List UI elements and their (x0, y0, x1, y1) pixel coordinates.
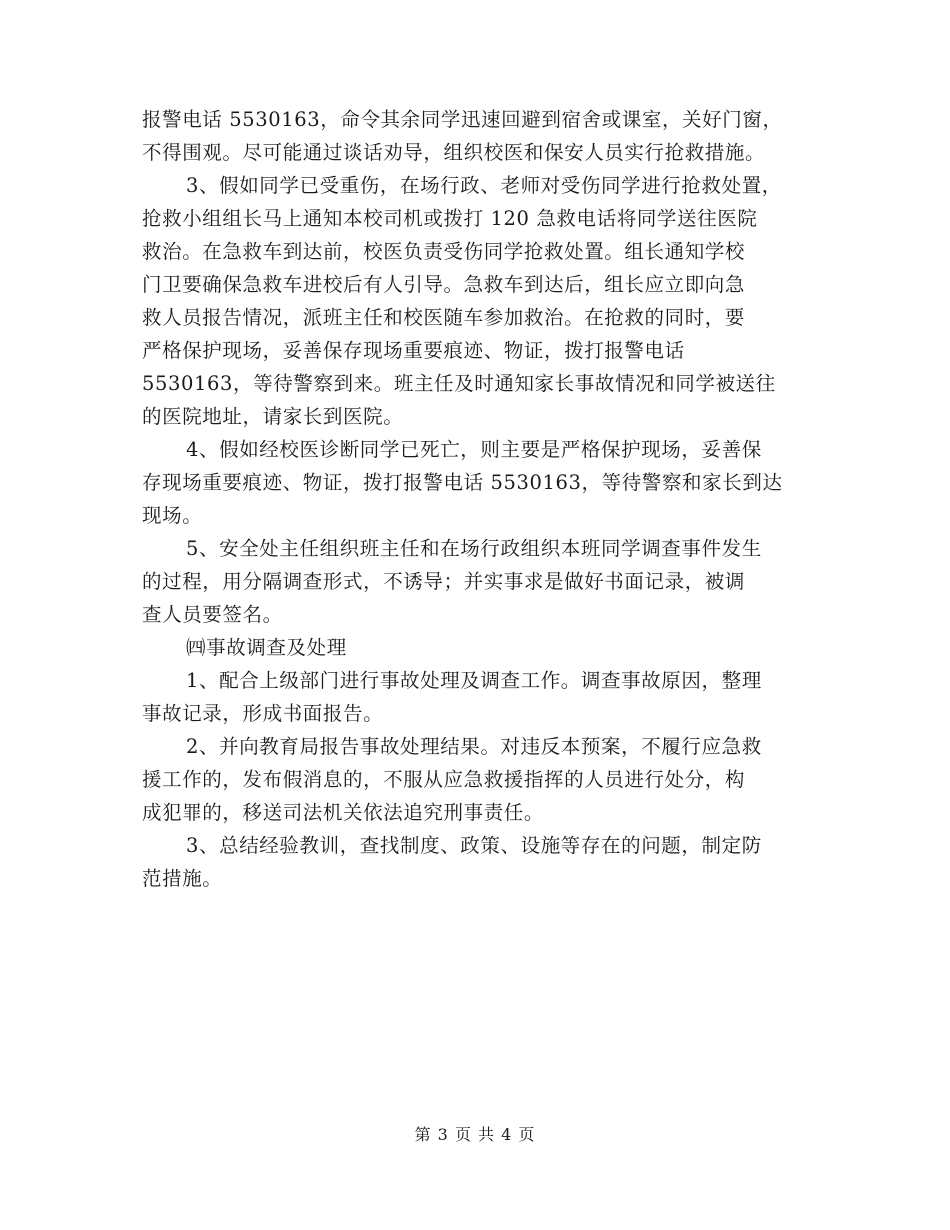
text-line: 事故记录，形成书面报告。 (142, 702, 384, 725)
text-line: 4、假如经校医诊断同学已死亡，则主要是严格保护现场，妥善保 (186, 438, 762, 461)
text-line: 5530163，等待警察到来。班主任及时通知家长事故情况和同学被送往 (142, 372, 776, 395)
text-line: 存现场重要痕迹、物证，拨打报警电话 5530163，等待警察和家长到达 (142, 471, 783, 494)
document-body (142, 103, 814, 895)
text-line: 的过程，用分隔调查形式，不诱导；并实事求是做好书面记录，被调 (142, 570, 746, 593)
text-line: 范措施。 (142, 867, 223, 890)
text-line: 5、安全处主任组织班主任和在场行政组织本班同学调查事件发生 (186, 537, 762, 560)
text-line: 现场。 (142, 504, 203, 527)
text-line: 3、总结经验教训，查找制度、政策、设施等存在的问题，制定防 (186, 834, 762, 857)
text-line: 报警电话 5530163，命令其余同学迅速回避到宿舍或课室，关好门窗， (142, 108, 783, 131)
text-line: 严格保护现场，妥善保存现场重要痕迹、物证，拨打报警电话 (142, 339, 685, 362)
text-line: 抢救小组组长马上通知本校司机或拨打 120 急救电话将同学送往医院 (142, 207, 758, 230)
text-line: 不得围观。尽可能通过谈话劝导，组织校医和保安人员实行抢救措施。 (142, 141, 766, 164)
text-line: 援工作的，发布假消息的，不服从应急救援指挥的人员进行处分，构 (142, 768, 746, 791)
text-line: 查人员要签名。 (142, 603, 283, 626)
text-line: 3、假如同学已受重伤，在场行政、老师对受伤同学进行抢救处置， (186, 174, 782, 197)
text-line: 的医院地址，请家长到医院。 (142, 405, 404, 428)
text-line: 成犯罪的，移送司法机关依法追究刑事责任。 (142, 801, 545, 824)
page-footer: 第 3 页 共 4 页 (414, 1125, 536, 1144)
text-line: 救人员报告情况，派班主任和校医随车参加救治。在抢救的同时，要 (142, 306, 746, 329)
text-line: 门卫要确保急救车进校后有人引导。急救车到达后，组长应立即向急 (142, 273, 746, 296)
text-line: ㈣事故调查及处理 (186, 636, 347, 659)
text-line: 1、配合上级部门进行事故处理及调查工作。调查事故原因，整理 (186, 669, 762, 692)
text-line: 救治。在急救车到达前，校医负责受伤同学抢救处置。组长通知学校 (142, 240, 746, 263)
text-line: 2、并向教育局报告事故处理结果。对违反本预案，不履行应急救 (186, 735, 762, 758)
